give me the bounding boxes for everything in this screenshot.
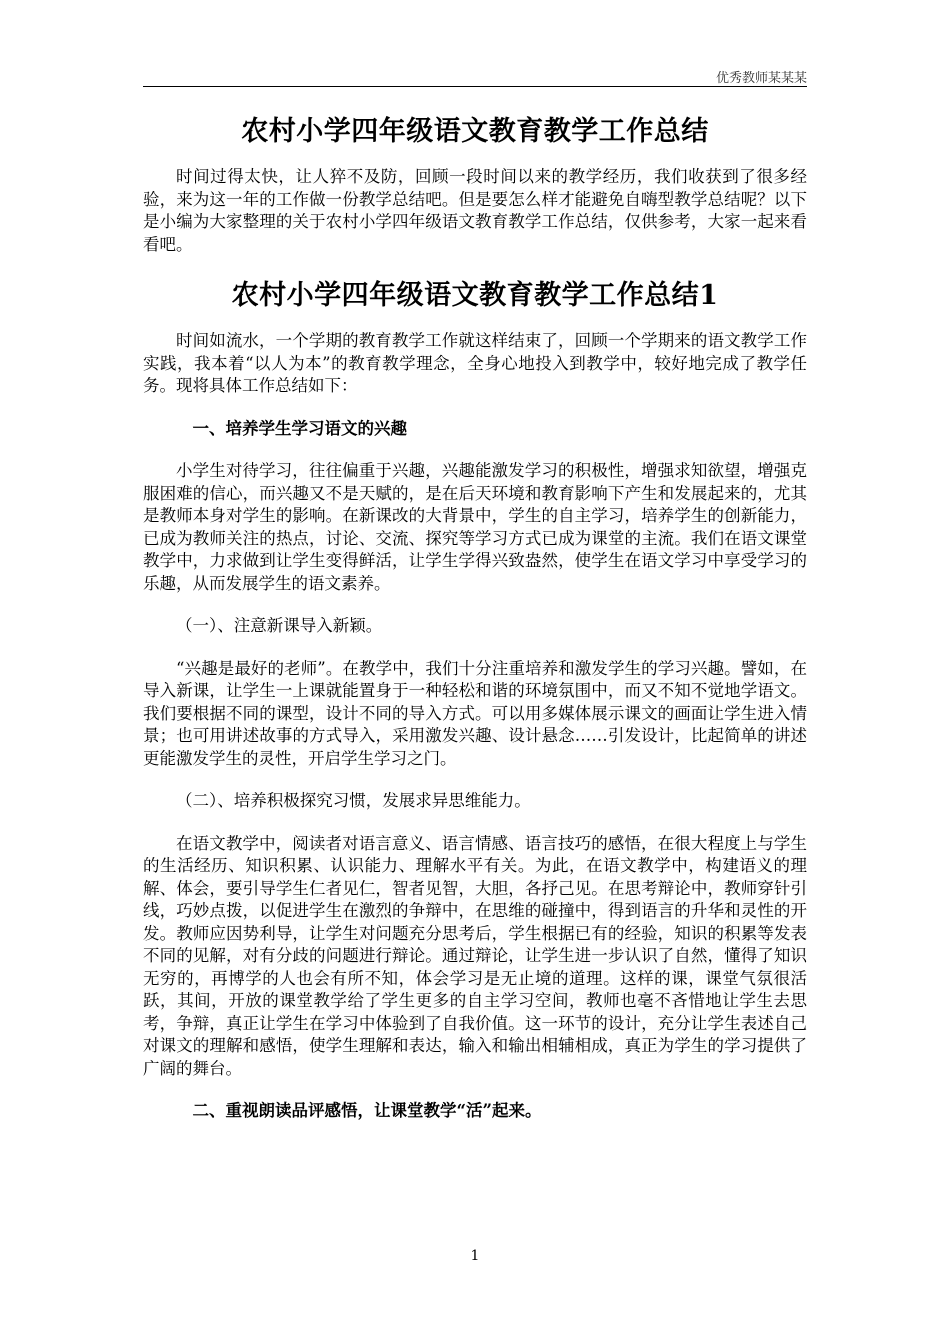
section-paragraph-1: 时间如流水，一个学期的教育教学工作就这样结束了，回顾一个学期来的语文教学工作实践，我本着“以人为本”的教育教学理念，全身心地投入到教学中，较好地完成了教学任务。现将具体工作总结如下：: [143, 331, 807, 395]
page-number: 1: [470, 1248, 480, 1264]
subsection-heading-1: （一）、注意新课导入新颖。: [176, 616, 383, 635]
section-paragraph-2: 小学生对待学习，往往偏重于兴趣，兴趣能激发学习的积极性，增强求知欲望，增强克服困难的信心，而兴趣又不是天赋的，是在后天环境和教育影响下产生和发展起来的，尤其是教师本身对学生的影响。在新课改的大背景中，学生的自主学习，培养学生的创新能力，已成为教师关注的热点，讨论、交流、探究等学习方式已成为课堂的主流。我们在语文课堂教学中，力求做到让学生变得鲜活，让学生学得兴致盎然，使学生在语文学习中享受学习的乐趣，从而发展学生的语文素养。: [143, 461, 807, 593]
section-heading-2: 二、重视朗读品评感悟，让课堂教学“活”起来。: [192, 1101, 542, 1120]
section-title: 农村小学四年级语文教育教学工作总结1: [231, 280, 719, 311]
subsection-heading-2: （二）、培养积极探究习惯，发展求异思维能力。: [176, 791, 531, 810]
section-paragraph-4: 在语文教学中，阅读者对语言意义、语言情感、语言技巧的感悟，在很大程度上与学生的生活经历、知识积累、认识能力、理解水平有关。为此，在语文教学中，构建语义的理解、体会，要引导学生仁者见仁，智者见智，大胆，各抒己见。在思考辩论中，教师穿针引线，巧妙点拨，以促进学生在激烈的争辩中，在思维的碰撞中，得到语言的升华和灵性的开发。教师应因势利导，让学生对问题充分思考后，学生根据已有的经验，知识的积累等发表不同的见解，对有分歧的问题进行辩论。通过辩论，让学生进一步认识了自然，懂得了知识无穷的，再博学的人也会有所不知，体会学习是无止境的道理。这样的课，课堂气氛很活跃，其间，开放的课堂教学给了学生更多的自主学习空间，教师也毫不吝惜地让学生去思考，争辩，真正让学生在学习中体验到了自我价值。这一环节的设计，充分让学生表述自己对课文的理解和感悟，使学生理解和表达，输入和输出相辅相成，真正为学生的学习提供了广阔的舞台。: [143, 833, 807, 1078]
document-body: [143, 112, 807, 1143]
section-paragraph-3: “兴趣是最好的老师”。在教学中，我们十分注重培养和激发学生的学习兴趣。譬如，在导入新课，让学生一上课就能置身于一种轻松和谐的环境氛围中，而又不知不觉地学语文。我们要根据不同的课型，设计不同的导入方式。可以用多媒体展示课文的画面让学生进入情景；也可用讲述故事的方式导入，采用激发兴趣、设计悬念……引发设计，比起简单的讲述更能激发学生的灵性，开启学生学习之门。: [143, 658, 807, 768]
header-divider: [143, 86, 807, 87]
document-title: 农村小学四年级语文教育教学工作总结: [241, 116, 709, 147]
intro-paragraph: 时间过得太快，让人猝不及防，回顾一段时间以来的教学经历，我们收获到了很多经验，来为这一年的工作做一份教学总结吧。但是要怎么样才能避免自嗨型教学总结呢？以下是小编为大家整理的关于农村小学四年级语文教育教学工作总结，仅供参考，大家一起来看看吧。: [143, 167, 807, 254]
section-heading-1: 一、培养学生学习语文的兴趣: [192, 418, 407, 438]
page-header-author: 优秀教师某某某: [715, 71, 807, 86]
